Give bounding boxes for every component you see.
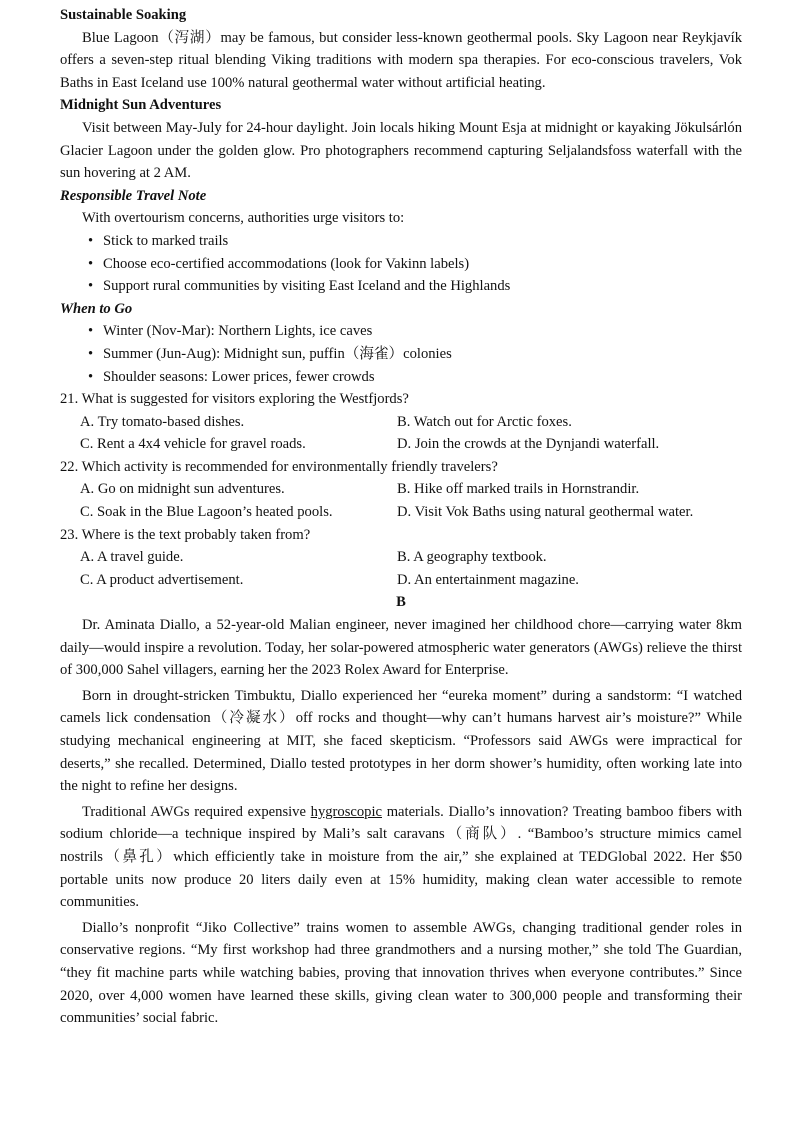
option-d: D. An entertainment magazine.: [397, 571, 579, 588]
option-a: A. Try tomato-based dishes.: [80, 413, 245, 430]
option-a: A. Go on midnight sun adventures.: [80, 481, 285, 498]
option-d: D. Join the crowds at the Dynjandi waterfall.: [397, 436, 660, 453]
bullet-list: [60, 230, 742, 298]
question-23: [60, 524, 742, 592]
heading-when-to-go: When to Go: [60, 300, 133, 317]
heading-responsible-travel: Responsible Travel Note: [60, 187, 207, 204]
option-a: A. A travel guide.: [80, 549, 184, 566]
paragraph: [60, 801, 742, 914]
paragraph: With overtourism concerns, authorities urge visitors to:: [82, 210, 405, 227]
option-c: C. Rent a 4x4 vehicle for gravel roads.: [80, 436, 306, 453]
option-d: D. Visit Vok Baths using natural geothermal water.: [397, 504, 694, 521]
option-b: B. Hike off marked trails in Hornstrandir.: [397, 481, 640, 498]
question-21: [60, 388, 742, 456]
list-item: • Winter (Nov-Mar): Northern Lights, ice caves: [60, 320, 742, 343]
question-stem: 22. Which activity is recommended for environmentally friendly travelers?: [60, 458, 498, 475]
heading-sustainable-soaking: Sustainable Soaking: [60, 7, 187, 23]
underlined-word: hygroscopic: [310, 803, 382, 820]
paragraph: Visit between May-July for 24-hour daylight. Join locals hiking Mount Esja at midnight or kayaking Jökulsárlón Glacier Lagoon under the golden glow. Pro photographers recommend capturing Seljalandsfoss waterfall with the sun hovering at 2 AM.: [60, 119, 742, 182]
heading-midnight-sun: Midnight Sun Adventures: [60, 97, 222, 114]
list-item: • Stick to marked trails: [60, 230, 742, 253]
section-b-label: B: [396, 594, 406, 611]
question-stem: 21. What is suggested for visitors exploring the Westfjords?: [60, 391, 409, 408]
bullet-list: [60, 320, 742, 388]
list-item: • Support rural communities by visiting East Iceland and the Highlands: [60, 275, 742, 298]
option-c: C. A product advertisement.: [80, 571, 244, 588]
paragraph: Blue Lagoon（泻湖）may be famous, but consider less-known geothermal pools. Sky Lagoon near Reykjavík offers a seven-step ritual blending Viking traditions with modern spa therapies. For eco-conscious travelers, Vok Baths in East Iceland use 100% natural geothermal water without artificial heating.: [60, 29, 742, 91]
paragraph: Born in drought-stricken Timbuktu, Diallo experienced her “eureka moment” during a sandstorm: “I watched camels lick condensation（冷凝水）off rocks and thought—why can’t humans harvest air’s moisture?” While studying mechanical engineering at MIT, she faced skepticism. “Professors said AWGs were impractical for deserts,” she recalled. Determined, Diallo tested prototypes in her dorm shower’s humidity, often working late into the night to refine her designs.: [60, 687, 742, 795]
question-stem: 23. Where is the text probably taken from?: [60, 526, 311, 543]
option-c: C. Soak in the Blue Lagoon’s heated pools.: [80, 504, 333, 521]
document-page: [60, 4, 742, 1030]
list-item: • Choose eco-certified accommodations (look for Vakinn labels): [60, 253, 742, 276]
list-item: • Summer (Jun-Aug): Midnight sun, puffin（海雀）colonies: [60, 343, 742, 366]
option-b: B. Watch out for Arctic foxes.: [397, 413, 572, 430]
text: materials. Diallo’s innovation? Treating bamboo fibers with sodium chloride—a technique inspired by Mali’s salt caravans（商队）. “Bamboo’s structure mimics camel nostrils（鼻孔）which efficiently take in moisture from the air,” she explained at TEDGlobal 2022. Her $50 portable units now produce 20 liters daily even at 15% humidity, making clean water accessible to remote communities.: [60, 803, 742, 911]
question-22: [60, 456, 742, 524]
paragraph: Diallo’s nonprofit “Jiko Collective” trains women to assemble AWGs, changing traditional gender roles in conservative regions. “My first workshop had three grandmothers and a nursing mother,” she told The Guardian, “they fit machine parts while watching babies, proving that innovation thrives when everyone contributes.” Since 2020, over 4,000 women have learned these skills, giving clean water to 300,000 people and transforming their communities’ social fabric.: [60, 919, 742, 1027]
list-item: • Shoulder seasons: Lower prices, fewer crowds: [60, 366, 742, 389]
text: Traditional AWGs required expensive: [82, 803, 311, 820]
paragraph: Dr. Aminata Diallo, a 52-year-old Malian engineer, never imagined her childhood chore—carrying water 8km daily—would inspire a revolution. Today, her solar-powered atmospheric water generators (AWGs) relieve the thirst of 300,000 Sahel villagers, earning her the 2023 Rolex Award for Enterprise.: [60, 617, 742, 679]
option-b: B. A geography textbook.: [397, 549, 547, 566]
